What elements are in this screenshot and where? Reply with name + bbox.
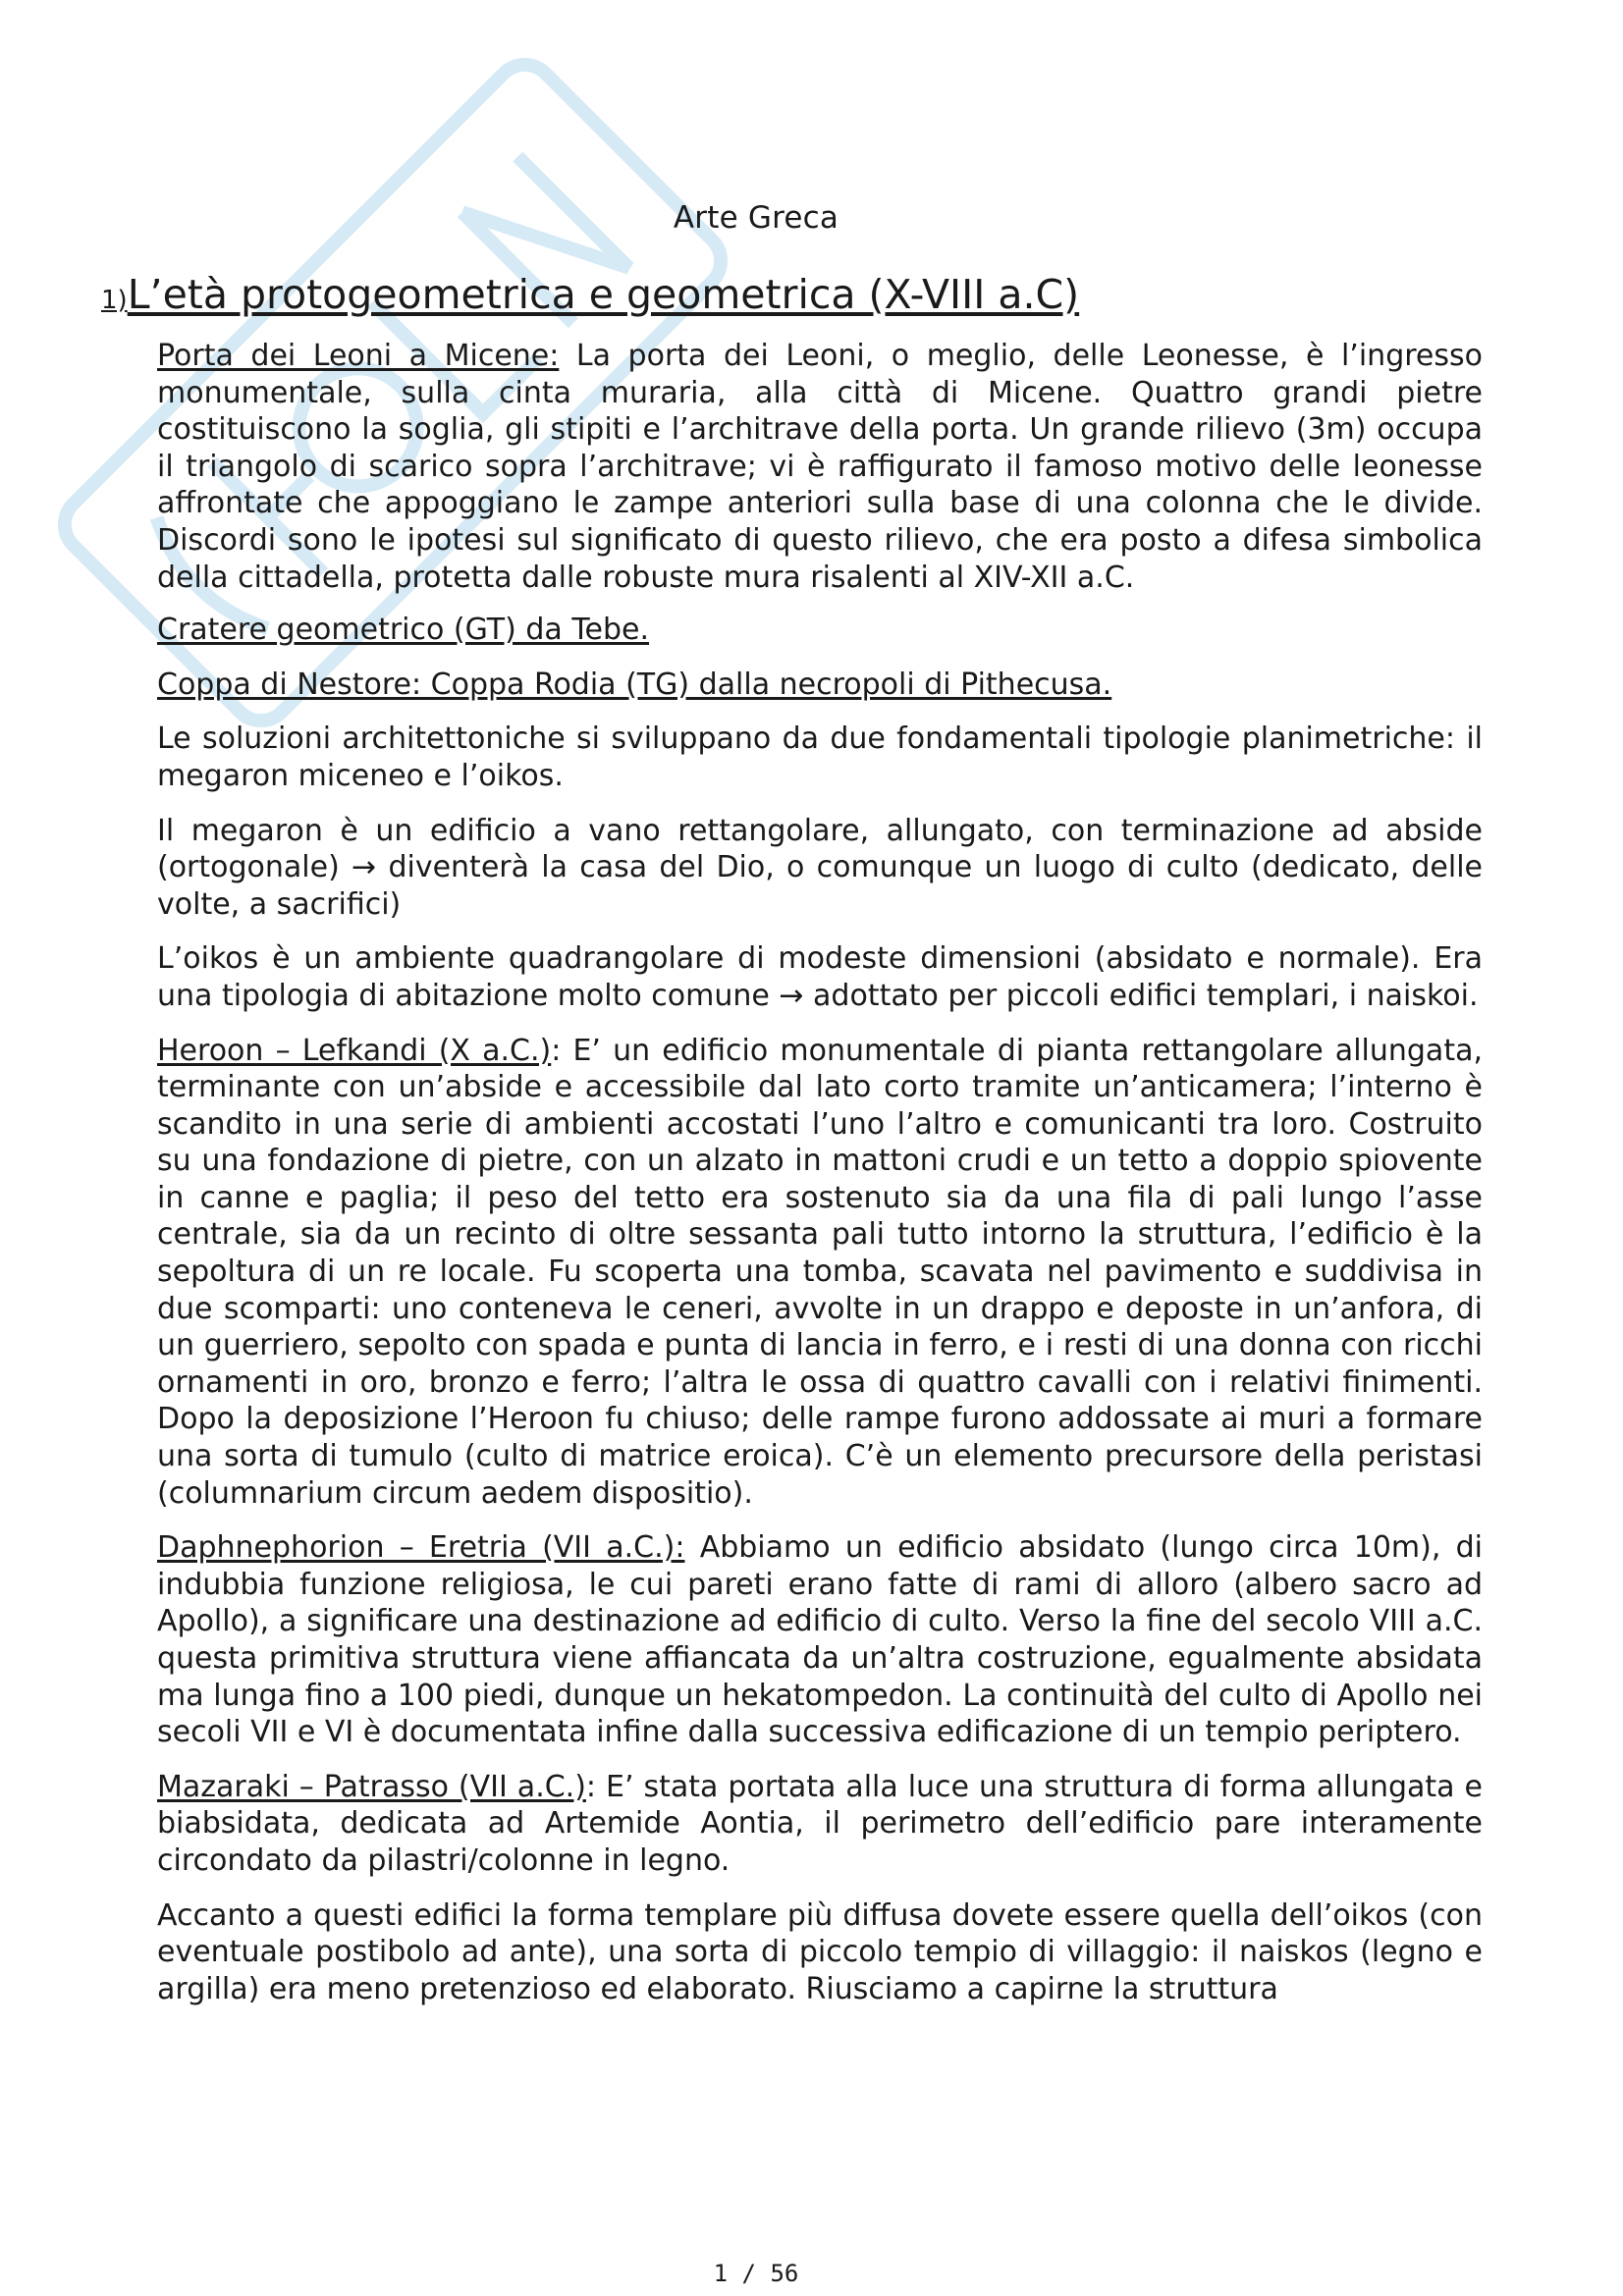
section-heading-text: L’età protogeometrica e geometrica (X-VIII a.C): [127, 271, 1080, 318]
paragraph-text: L’oikos è un ambiente quadrangolare di modeste dimensioni (absidato e normale). Era una tipologia di abitazione molto comune → adottato per piccoli edifici templari, i naiskoi.: [157, 941, 1483, 1013]
paragraph-porta-leoni: [157, 338, 1483, 596]
paragraph-label: Cratere geometrico (GT) da Tebe.: [157, 613, 650, 648]
paragraph-text: : E’ un edificio monumentale di pianta rettangolare allungata, terminante con un’abside e accessibile dal lato corto tramite un’anticamera; l’interno è scandito in una serie di ambienti accostati l’uno l’altro e comunicanti tra loro. Costruito su una fondazione di pietre, con un alzato in mattoni crudi e un tetto a doppio spiovente in canne e paglia; il peso del tetto era sostenuto sia da una fila di pali lungo l’asse centrale, sia da un recinto di oltre sessanta pali tutto intorno la struttura, l’edificio è la sepoltura di un re locale. Fu scoperta una tomba, scavata nel pavimento e suddivisa in due scomparti: uno conteneva le ceneri, avvolte in un drappo e deposte in un’anfora, di un guerriero, sepolto con spada e punta di lancia in ferro, e i resti di una donna con ricchi ornamenti in oro, bronzo e ferro; l’altra le ossa di quattro cavalli con i relativi finimenti. Dopo la deposizione l’Heroon fu chiuso; delle rampe furono addossate ai muri a formare una sorta di tumulo (culto di matrice eroica). C’è un elemento precursore della peristasi (columnarium circum aedem dispositio).: [157, 1033, 1483, 1511]
paragraph-text: La porta dei Leoni, o meglio, delle Leonesse, è l’ingresso monumentale, sulla cinta muraria, alla città di Micene. Quattro grandi pietre costituiscono la soglia, gli stipiti e l’architrave della porta. Un grande rilievo (3m) occupa il triangolo di scarico sopra l’architrave; vi è raffigurato il famoso motivo delle leonesse affrontate che appoggiano le zampe anteriori sulla base di una colonna che le divide. Discordi sono le ipotesi sul significato di questo rilievo, che era posto a difesa simbolica della cittadella, protetta dalle robuste mura risalenti al XIV-XII a.C.: [157, 339, 1483, 595]
document-body: [157, 338, 1483, 2025]
page-number: 1 / 56: [713, 2260, 799, 2287]
paragraph-label: Coppa di Nestore: Coppa Rodia (TG) dalla necropoli di Pithecusa.: [157, 667, 1112, 702]
paragraph-text: : E’ stata portata alla luce una struttura di forma allungata e biabsidata, dedicata ad Artemide Aontia, il perimetro dell’edificio pare interamente circondato da pilastri/colonne in legno.: [157, 1769, 1483, 1878]
paragraph-label: Heroon – Lefkandi (X a.C.): [157, 1033, 552, 1068]
paragraph-text: Il megaron è un edificio a vano rettangolare, allungato, con terminazione ad abside (ortogonale) → diventerà la casa del Dio, o comunque un luogo di culto (dedicato, delle volte, a sacrifici): [157, 813, 1483, 922]
paragraph-mazaraki: [157, 1769, 1483, 1880]
paragraph-text: Abbiamo un edificio absidato (lungo circa 10m), di indubbia funzione religiosa, le cui pareti erano fatte di rami di alloro (albero sacro ad Apollo), a significare una destinazione ad edificio di culto. Verso la fine del secolo VIII a.C. questa primitiva struttura viene affiancata da un’altra costruzione, egualmente absidata ma lunga fino a 100 piedi, dunque un hekatompedon. La continuità del culto di Apollo nei secoli VII e VI è documentata infine dalla successiva edificazione di un tempio periptero.: [157, 1530, 1483, 1750]
paragraph-megaron: [157, 813, 1483, 924]
paragraph-label: Daphnephorion – Eretria (VII a.C.):: [157, 1530, 685, 1566]
paragraph-text: Le soluzioni architettoniche si sviluppano da due fondamentali tipologie planimetriche: il megaron miceneo e l’oikos.: [157, 721, 1483, 793]
paragraph-heroon: [157, 1033, 1483, 1513]
paragraph-naiskos: [157, 1897, 1483, 2008]
section-heading: [101, 269, 1079, 326]
document-title: Arte Greca: [673, 200, 839, 236]
paragraph-label: Porta dei Leoni a Micene:: [157, 339, 560, 373]
paragraph-soluzioni: [157, 721, 1483, 794]
paragraph-cratere: [157, 612, 1483, 649]
paragraph-text: Accanto a questi edifici la forma templare più diffusa dovete essere quella dell’oikos (con eventuale postibolo ad ante), una sorta di piccolo tempio di villaggio: il naiskos (legno e argilla) era meno pretenzioso ed elaborato. Riusciamo a capirne la struttura: [157, 1897, 1483, 2006]
paragraph-label: Mazaraki – Patrasso (VII a.C.): [157, 1769, 586, 1804]
paragraph-daphnephorion: [157, 1529, 1483, 1751]
section-number: 1): [101, 286, 128, 315]
paragraph-coppa-nestore: [157, 667, 1483, 704]
paragraph-oikos: [157, 940, 1483, 1014]
